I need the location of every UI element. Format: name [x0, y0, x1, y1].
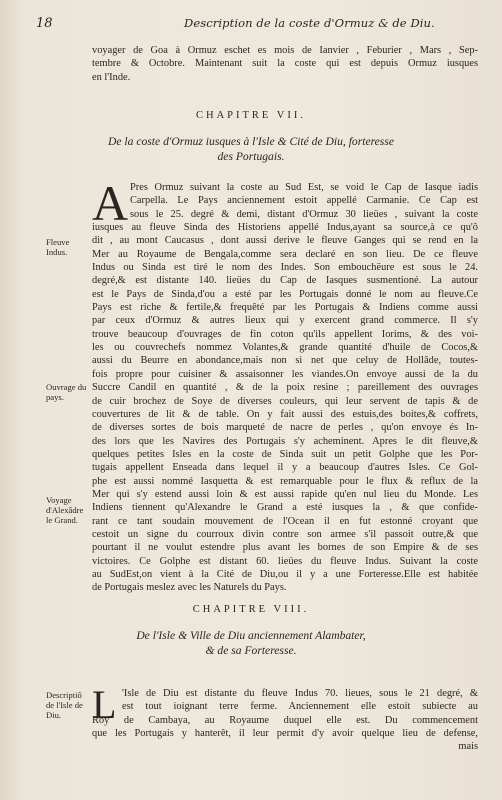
page-number: 18	[36, 16, 53, 31]
text-line: Indus ou Sinda est tiré le nom des Indes. Son embouchëure est sous le 24.	[92, 262, 478, 274]
text-line: degré,& est distante 140. lieües du Cap de Iasques susmentioné. La autour	[92, 275, 478, 287]
text-line: trouve beaucoup d'ouvrages de fin coton qu'ils appellent Iorims, & des voi-	[92, 328, 478, 340]
text-line: Succre Candil en quantité , & de la poix resine ; pareillement des ouvrages	[92, 382, 478, 394]
text-line: Pres Ormuz suivant la coste au Sud Est, se void le Cap de Iasque iadis	[130, 182, 478, 193]
text-line: sous le 25. degré & demi, distant d'Ormuz 30 lieües , suivant la coste	[130, 208, 478, 220]
chapter-8-subtitle-line: & de sa Forteresse.	[205, 644, 297, 657]
text-line: fois propre pour cuisiner & assaisonner les viandes.On envoye aussi de la du	[92, 368, 478, 380]
chapter-7-dropcap: A	[92, 175, 129, 231]
text-line: quelques petites Isles en la coste de Sinda suit un petit Golphe que les Por-	[92, 448, 478, 460]
catchword: mais	[458, 741, 478, 753]
text-line: de Portugais meslez avec les Naturels du Pays.	[92, 582, 287, 594]
text-line: de cuir brochez de Soye de diverses couleurs, qui leur servent de tapis & de	[92, 395, 478, 407]
text-line: rant ce tant soudain mouvement de l'Ocean il en fut estonné croyant que	[92, 515, 478, 527]
page-header	[36, 16, 476, 34]
text-line: est tout ioignant terre ferme. Anciennement elle estoit subiecte au	[122, 701, 478, 713]
text-line: iusques au fleuve Sinda des Historiens appellé Indus,ayant sa source,à ce qu'ô	[92, 222, 478, 234]
text-line: que les Portugais y hanterêt, il leur permit d'y avoir quelque lieu de defense,	[92, 728, 478, 740]
text-line: est le Pays de Sinda,d'ou a esté par les Portugais donné le nom au fleuve.Ce	[92, 288, 478, 300]
chapter-8-subtitle-line: De l'Isle & Ville de Diu anciennement Alambater,	[136, 629, 366, 642]
text-line: voyager de Goa à Ormuz eschet es mois de Ianvier , Feburier , Mars , Sep-	[92, 45, 478, 56]
text-line: par ceux d'Ormuz & autres lieux qui y exercent grand commerce. Il s'y	[92, 315, 478, 327]
chapter-8-heading: CHAPITRE VIII.	[192, 604, 310, 615]
margin-note-fleuve: Fleuve Indus.	[46, 237, 70, 257]
text-line: Indiens tiennent qu'Alexandre le Grand a esté iusques la , & que confide-	[92, 502, 478, 514]
text-line: Roy de Cambaya, au Royaume duquel elle est. Du commencement	[92, 714, 478, 726]
text-line: phe est aussi nommé Iasquetta & est remarquable pour le flux & reflux de la	[92, 475, 478, 487]
running-title: Description de la coste d'Ormuz & de Diu.	[184, 16, 435, 30]
text-line: tugais appellent Enseada dans lequel il y a beaucoup d'autres Isles. Ce Gol-	[92, 462, 478, 474]
text-line: pourtant il ne voulut estendre plus avant les bornes de son Empire & de ses	[92, 542, 478, 554]
text-line: Mer qui s'y estend aussi loin & est aussi rapide qu'en nul lieu du Monde. Les	[92, 488, 478, 500]
text-line: Carpella. Le Pays anciennement estoit appellé Carmanie. Ce Cap est	[130, 195, 478, 207]
text-line: des lors que les Navires des Portugais s'y acheminent. Apres le dit fleuve,&	[92, 435, 478, 447]
chapter-7-subtitle-line: De la coste d'Ormuz iusques à l'Isle & Cité de Diu, forteresse	[108, 135, 394, 148]
margin-note-description: Descriptiô de l'Isle de Diu.	[46, 690, 83, 720]
chapter-8-body	[92, 682, 478, 754]
text-line: cestoit un signe du courroux divin contre son armee s'il passoit outre,& que	[92, 528, 478, 540]
margin-note-voyage: Voyage d'Alexâdre le Grand.	[46, 495, 84, 525]
text-line: couvertures de lit & de table. On y fait aussi des estuis,des boites,& coffrets,	[92, 408, 478, 420]
text-line: en l'Inde.	[92, 71, 131, 83]
chapter-7-body	[92, 175, 478, 595]
chapter-8-dropcap: L	[92, 682, 117, 727]
margin-note-ouvrage: Ouvrage du pays.	[46, 382, 87, 402]
text-line: Mer au Royaume de Bengala,comme sera declaré en son lieu. De ce fleuve	[92, 248, 478, 260]
chapter-7-heading: CHAPITRE VII.	[196, 110, 306, 121]
text-line: de diverses sortes de bois marqueté de nacre de perles , qu'on envoye és In-	[92, 422, 478, 434]
text-line: victoires. Ce Golphe est distant 60. lieües du fleuve Indus. Suivant la coste	[92, 555, 478, 567]
text-line: tembre & Octobre. Maintenant suit la coste qui est depuis Ormuz iusques	[92, 58, 478, 70]
text-line: Pays est riche & fertile,& frequêté par les Portugais & Indiens comme aussi	[92, 302, 478, 314]
text-line: dit , au mont Caucasus , dont aussi derive le fleuve Ganges qui se rend en la	[92, 235, 478, 247]
text-line: 'Isle de Diu est distante du fleuve Indus 70. lieues, sous le 21 degré, &	[122, 688, 478, 699]
chapter-7-subtitle-line: des Portugais.	[217, 150, 285, 163]
text-line: les ou couvrechefs nommez Volantes,& grande quantité d'huile de Cocos,&	[92, 342, 478, 354]
text-line: au SudEst,on vient à la Cité de Diu,ou il y a une Forteresse.Elle est habitée	[92, 568, 478, 580]
text-line: aussi du Beurre en abondance,mais non si net que celuy de Hollâde, toutes-	[92, 355, 478, 367]
intro-paragraph	[92, 44, 478, 84]
